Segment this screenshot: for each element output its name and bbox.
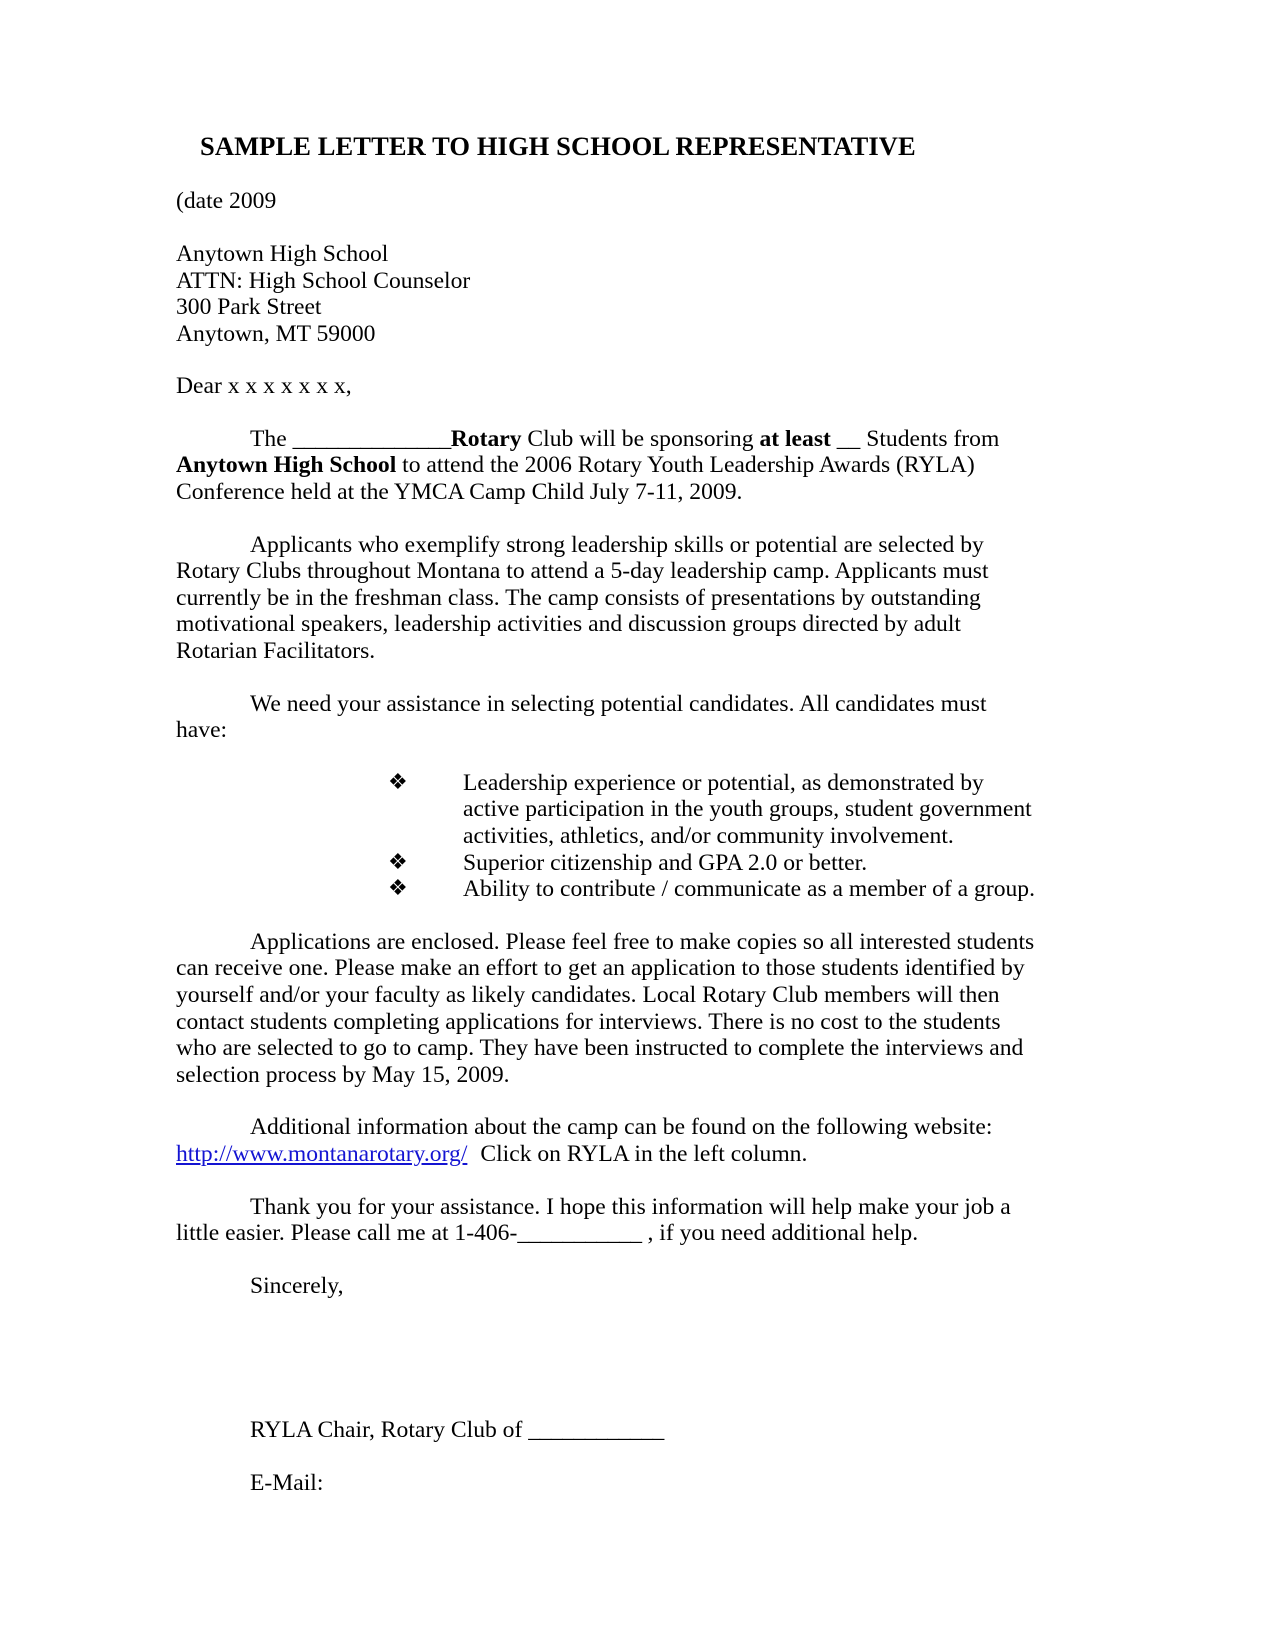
website-after-text: Click on RYLA in the left column.: [480, 1140, 808, 1167]
paragraph-sponsorship: [176, 426, 1036, 506]
salutation: Dear x x x x x x x,: [176, 373, 352, 400]
diamond-bullet-icon: ❖: [388, 849, 408, 875]
list-item-label: Ability to contribute / communicate as a member of a group.: [463, 876, 1035, 903]
website-lead-text: Additional information about the camp can be found on the following website:: [250, 1114, 993, 1141]
paragraph-applicants: [176, 532, 1036, 665]
diamond-bullet-icon: ❖: [388, 769, 408, 795]
thanks-part1: Thank you for your assistance. I hope this information will help make your job a little easier. Please call me at 1-406-: [176, 1193, 1011, 1247]
phone-blank: ___________: [517, 1220, 642, 1247]
closing-line: [176, 1273, 1036, 1300]
paragraph-assistance: [176, 691, 1036, 744]
para1-part3: Students from: [860, 425, 1000, 452]
paragraph-thanks: [176, 1194, 1036, 1247]
email-label: E-Mail:: [250, 1469, 324, 1496]
signature-blank: ____________: [528, 1417, 664, 1444]
recipient-line-2: ATTN: High School Counselor: [176, 267, 471, 294]
signature-title: [176, 1417, 1036, 1444]
page-title: SAMPLE LETTER TO HIGH SCHOOL REPRESENTATIVE: [200, 131, 916, 161]
para1-blank-count: __: [830, 425, 861, 452]
list-item: [388, 850, 1036, 877]
para1-bold-school: Anytown High School: [176, 452, 397, 479]
closing-text: Sincerely,: [250, 1272, 344, 1299]
list-item: [388, 770, 1036, 850]
diamond-bullet-icon: ❖: [388, 876, 408, 902]
recipient-line-3: 300 Park Street: [176, 294, 322, 321]
letter-body: [176, 130, 1036, 1497]
para1-part2: Club will be sponsoring: [521, 425, 760, 452]
montana-rotary-link[interactable]: http://www.montanarotary.org/: [176, 1140, 468, 1167]
thanks-part2: , if you need additional help.: [641, 1220, 919, 1247]
recipient-line-1: Anytown High School: [176, 240, 389, 267]
email-line: [176, 1470, 1036, 1497]
list-item-label: Superior citizenship and GPA 2.0 or better.: [463, 849, 868, 876]
list-item: [388, 876, 1036, 903]
paragraph-website: [176, 1114, 1036, 1167]
paragraph-applicants-text: Applicants who exemplify strong leadership skills or potential are selected by Rotary Clubs throughout Montana to attend a 5-day leadership camp. Applicants must currently be in the freshman class. The camp consists of presentations by outstanding motivational speakers, leadership activities and discussion groups directed by adult Rotarian Facilitators.: [176, 531, 989, 665]
paragraph-applications-text: Applications are enclosed. Please feel free to make copies so all interested students can receive one. Please make an effort to get an application to those students identified by yourself and/or your faculty as likely candidates. Local Rotary Club members will then contact students completing applications for interviews. There is no cost to the students who are selected to go to camp. They have been instructed to complete the interviews and selection process by May 15, 2009.: [176, 928, 1035, 1088]
paragraph-applications: [176, 929, 1036, 1089]
para1-bold-atleast: at least: [759, 425, 831, 452]
para1-blank-club: ______________: [292, 425, 451, 452]
para1-bold-rotary: Rotary: [450, 425, 522, 452]
para1-part1: The: [250, 425, 293, 452]
list-item-label: Leadership experience or potential, as demonstrated by active participation in the youth groups, student government activities, athletics, and/or community involvement.: [463, 769, 1032, 850]
signature-part1: RYLA Chair, Rotary Club of: [250, 1417, 529, 1444]
date-line: (date 2009: [176, 188, 277, 215]
candidate-requirements-list: [176, 770, 1036, 903]
para1-part4: to attend the 2006 Rotary Youth Leadership Awards (RYLA) Conference held at the YMCA Camp Child July 7-11, 2009.: [176, 452, 975, 506]
recipient-line-4: Anytown, MT 59000: [176, 320, 376, 347]
paragraph-assistance-text: We need your assistance in selecting potential candidates. All candidates must have:: [176, 690, 987, 744]
